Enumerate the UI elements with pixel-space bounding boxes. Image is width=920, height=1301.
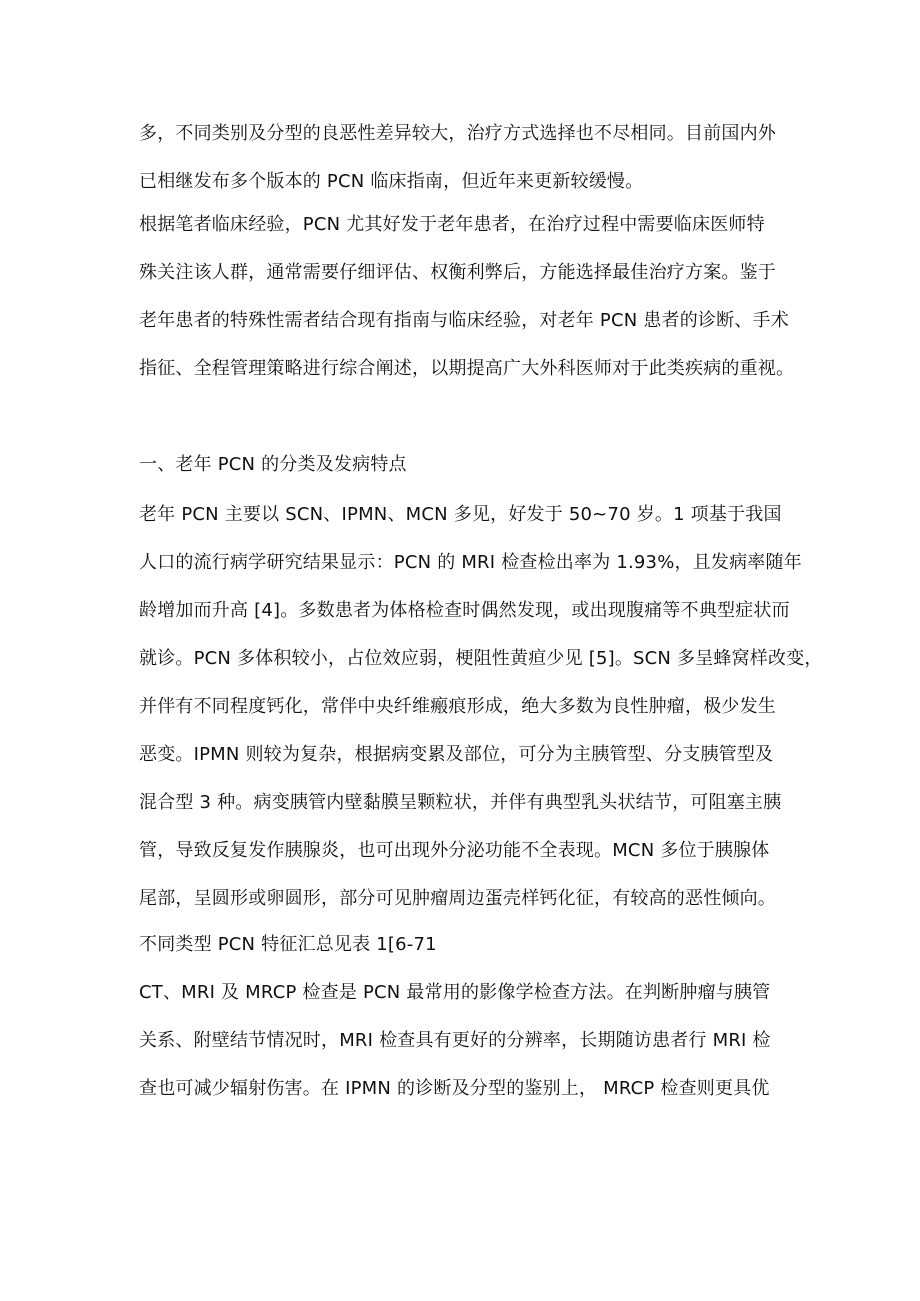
text-line: 管，导致反复发作胰腺炎，也可出现外分泌功能不全表现。MCN 多位于胰腺体 [139, 840, 770, 861]
text-line: 指征、全程管理策略进行综合阐述，以期提高广大外科医师对于此类疾病的重视。 [139, 358, 795, 379]
text-line: 尾部，呈圆形或卵圆形，部分可见肿瘤周边蛋壳样钙化征，有较高的恶性倾向。 [139, 888, 776, 909]
text-line: 根据笔者临床经验，PCN 尤其好发于老年患者，在治疗过程中需要临床医师特 [139, 214, 765, 235]
text-line: 就诊。PCN 多体积较小，占位效应弱，梗阻性黄疸少见 [5]。SCN 多呈蜂窝样改变， [139, 648, 823, 669]
text-line: 多，不同类别及分型的良恶性差异较大，治疗方式选择也不尽相同。目前国内外 [139, 123, 776, 144]
text-line: 关系、附壁结节情况时，MRI 检查具有更好的分辨率，长期随访患者行 MRI 检 [139, 1030, 771, 1051]
text-line: 并伴有不同程度钙化，常伴中央纤维瘢痕形成，绝大多数为良性肿瘤，极少发生 [139, 696, 776, 717]
text-line: CT、MRI 及 MRCP 检查是 PCN 最常用的影像学检查方法。在判断肿瘤与胰管 [139, 982, 771, 1003]
text-line: 殊关注该人群，通常需要仔细评估、权衡利弊后，方能选择最佳治疗方案。鉴于 [139, 262, 776, 283]
text-line: 不同类型 PCN 特征汇总见表 1[6-71 [139, 934, 437, 955]
text-line: 查也可减少辐射伤害。在 IPMN 的诊断及分型的鉴别上， MRCP 检查则更具优 [139, 1078, 770, 1099]
text-line: 混合型 3 种。病变胰管内壁黏膜呈颗粒状，并伴有典型乳头状结节，可阻塞主胰 [139, 792, 782, 813]
text-line: 老年患者的特殊性需者结合现有指南与临床经验，对老年 PCN 患者的诊断、手术 [139, 310, 789, 331]
text-line: 龄增加而升高 [4]。多数患者为体格检查时偶然发现，或出现腹痛等不典型症状而 [139, 600, 790, 621]
text-line: 人口的流行病学研究结果显示：PCN 的 MRI 检查检出率为 1.93%，且发病率随年 [139, 552, 802, 573]
text-line: 老年 PCN 主要以 SCN、IPMN、MCN 多见，好发于 50~70 岁。1 项基于我国 [139, 504, 782, 525]
text-line: 恶变。IPMN 则较为复杂，根据病变累及部位，可分为主胰管型、分支胰管型及 [139, 744, 774, 765]
text-line: 已相继发布多个版本的 PCN 临床指南，但近年来更新较缓慢。 [139, 171, 644, 192]
section-heading: 一、老年 PCN 的分类及发病特点 [139, 454, 407, 475]
